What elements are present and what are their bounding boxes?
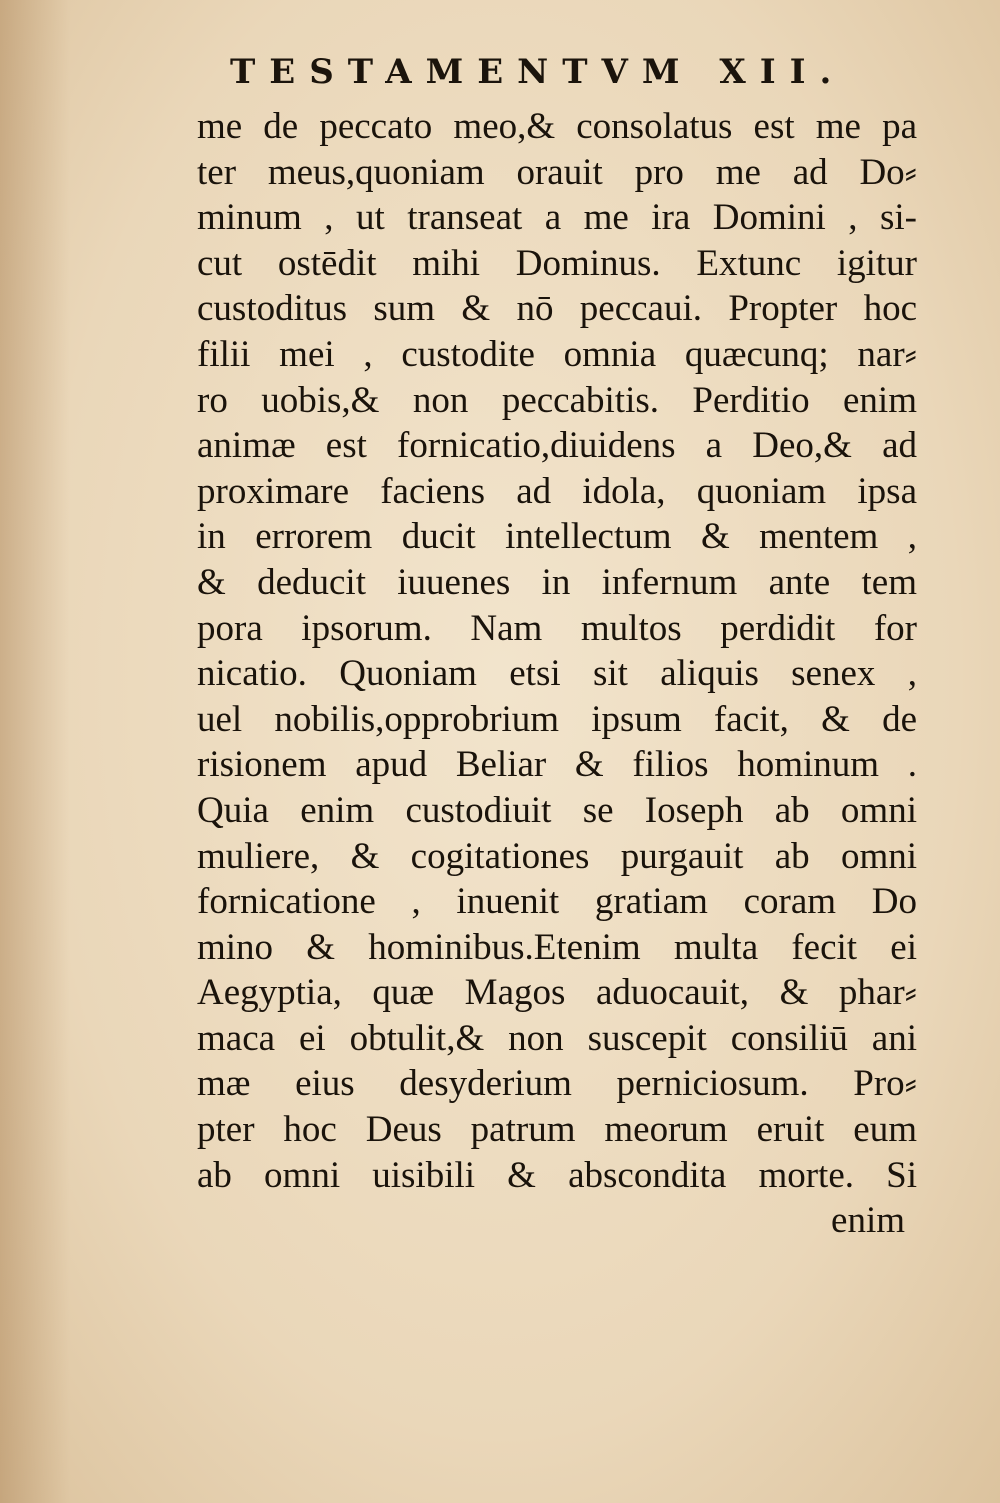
text-line: & deducit iuuenes in infernum ante tem — [197, 561, 917, 603]
text-line: Quia enim custodiuit se Ioseph ab omni — [197, 789, 917, 831]
text-line: in errorem ducit intellectum & mentem , — [197, 516, 917, 558]
text-line: cut ostēdit mihi Dominus. Extunc igitur — [197, 242, 917, 284]
text-line: mæ eius desyderium perniciosum. Pro⸗ — [197, 1063, 917, 1105]
text-line: risionem apud Beliar & filios hominum . — [197, 744, 917, 786]
text-line: uel nobilis,opprobrium ipsum facit, & de — [197, 698, 917, 740]
text-line: me de peccato meo,& consolatus est me pa — [197, 106, 917, 147]
text-line: fornicatione , inuenit gratiam coram Do — [197, 881, 917, 923]
text-line: mino & hominibus.Etenim multa fecit ei — [197, 926, 917, 968]
text-line: Aegyptia, quæ Magos aduocauit, & phar⸗ — [197, 972, 917, 1014]
text-line: filii mei , custodite omnia quæcunq; nar⸗ — [197, 333, 917, 375]
text-line: ab omni uisibili & abscondita morte. Si — [197, 1154, 917, 1196]
text-line: ter meus,quoniam orauit pro me ad Do⸗ — [197, 151, 917, 193]
catchword: enim — [831, 1200, 905, 1242]
text-line: maca ei obtulit,& non suscepit consiliū ani — [197, 1017, 917, 1059]
text-line: pter hoc Deus patrum meorum eruit eum — [197, 1109, 917, 1151]
text-line: pora ipsorum. Nam multos perdidit for — [197, 607, 917, 649]
text-line: custoditus sum & nō peccaui. Propter hoc — [197, 288, 917, 330]
text-line: ro uobis,& non peccabitis. Perditio enim — [197, 379, 917, 421]
text-line: animæ est fornicatio,diuidens a Deo,& ad — [197, 425, 917, 467]
text-line: proximare faciens ad idola, quoniam ipsa — [197, 470, 917, 512]
text-line: minum , ut transeat a me ira Domini , si- — [197, 197, 917, 239]
text-line: muliere, & cogitationes purgauit ab omni — [197, 835, 917, 877]
body-text — [197, 104, 917, 1244]
page-gutter-shadow — [0, 0, 70, 1503]
running-head: TESTAMENTVM XII. — [230, 52, 846, 92]
text-line: nicatio. Quoniam etsi sit aliquis senex , — [197, 653, 917, 695]
